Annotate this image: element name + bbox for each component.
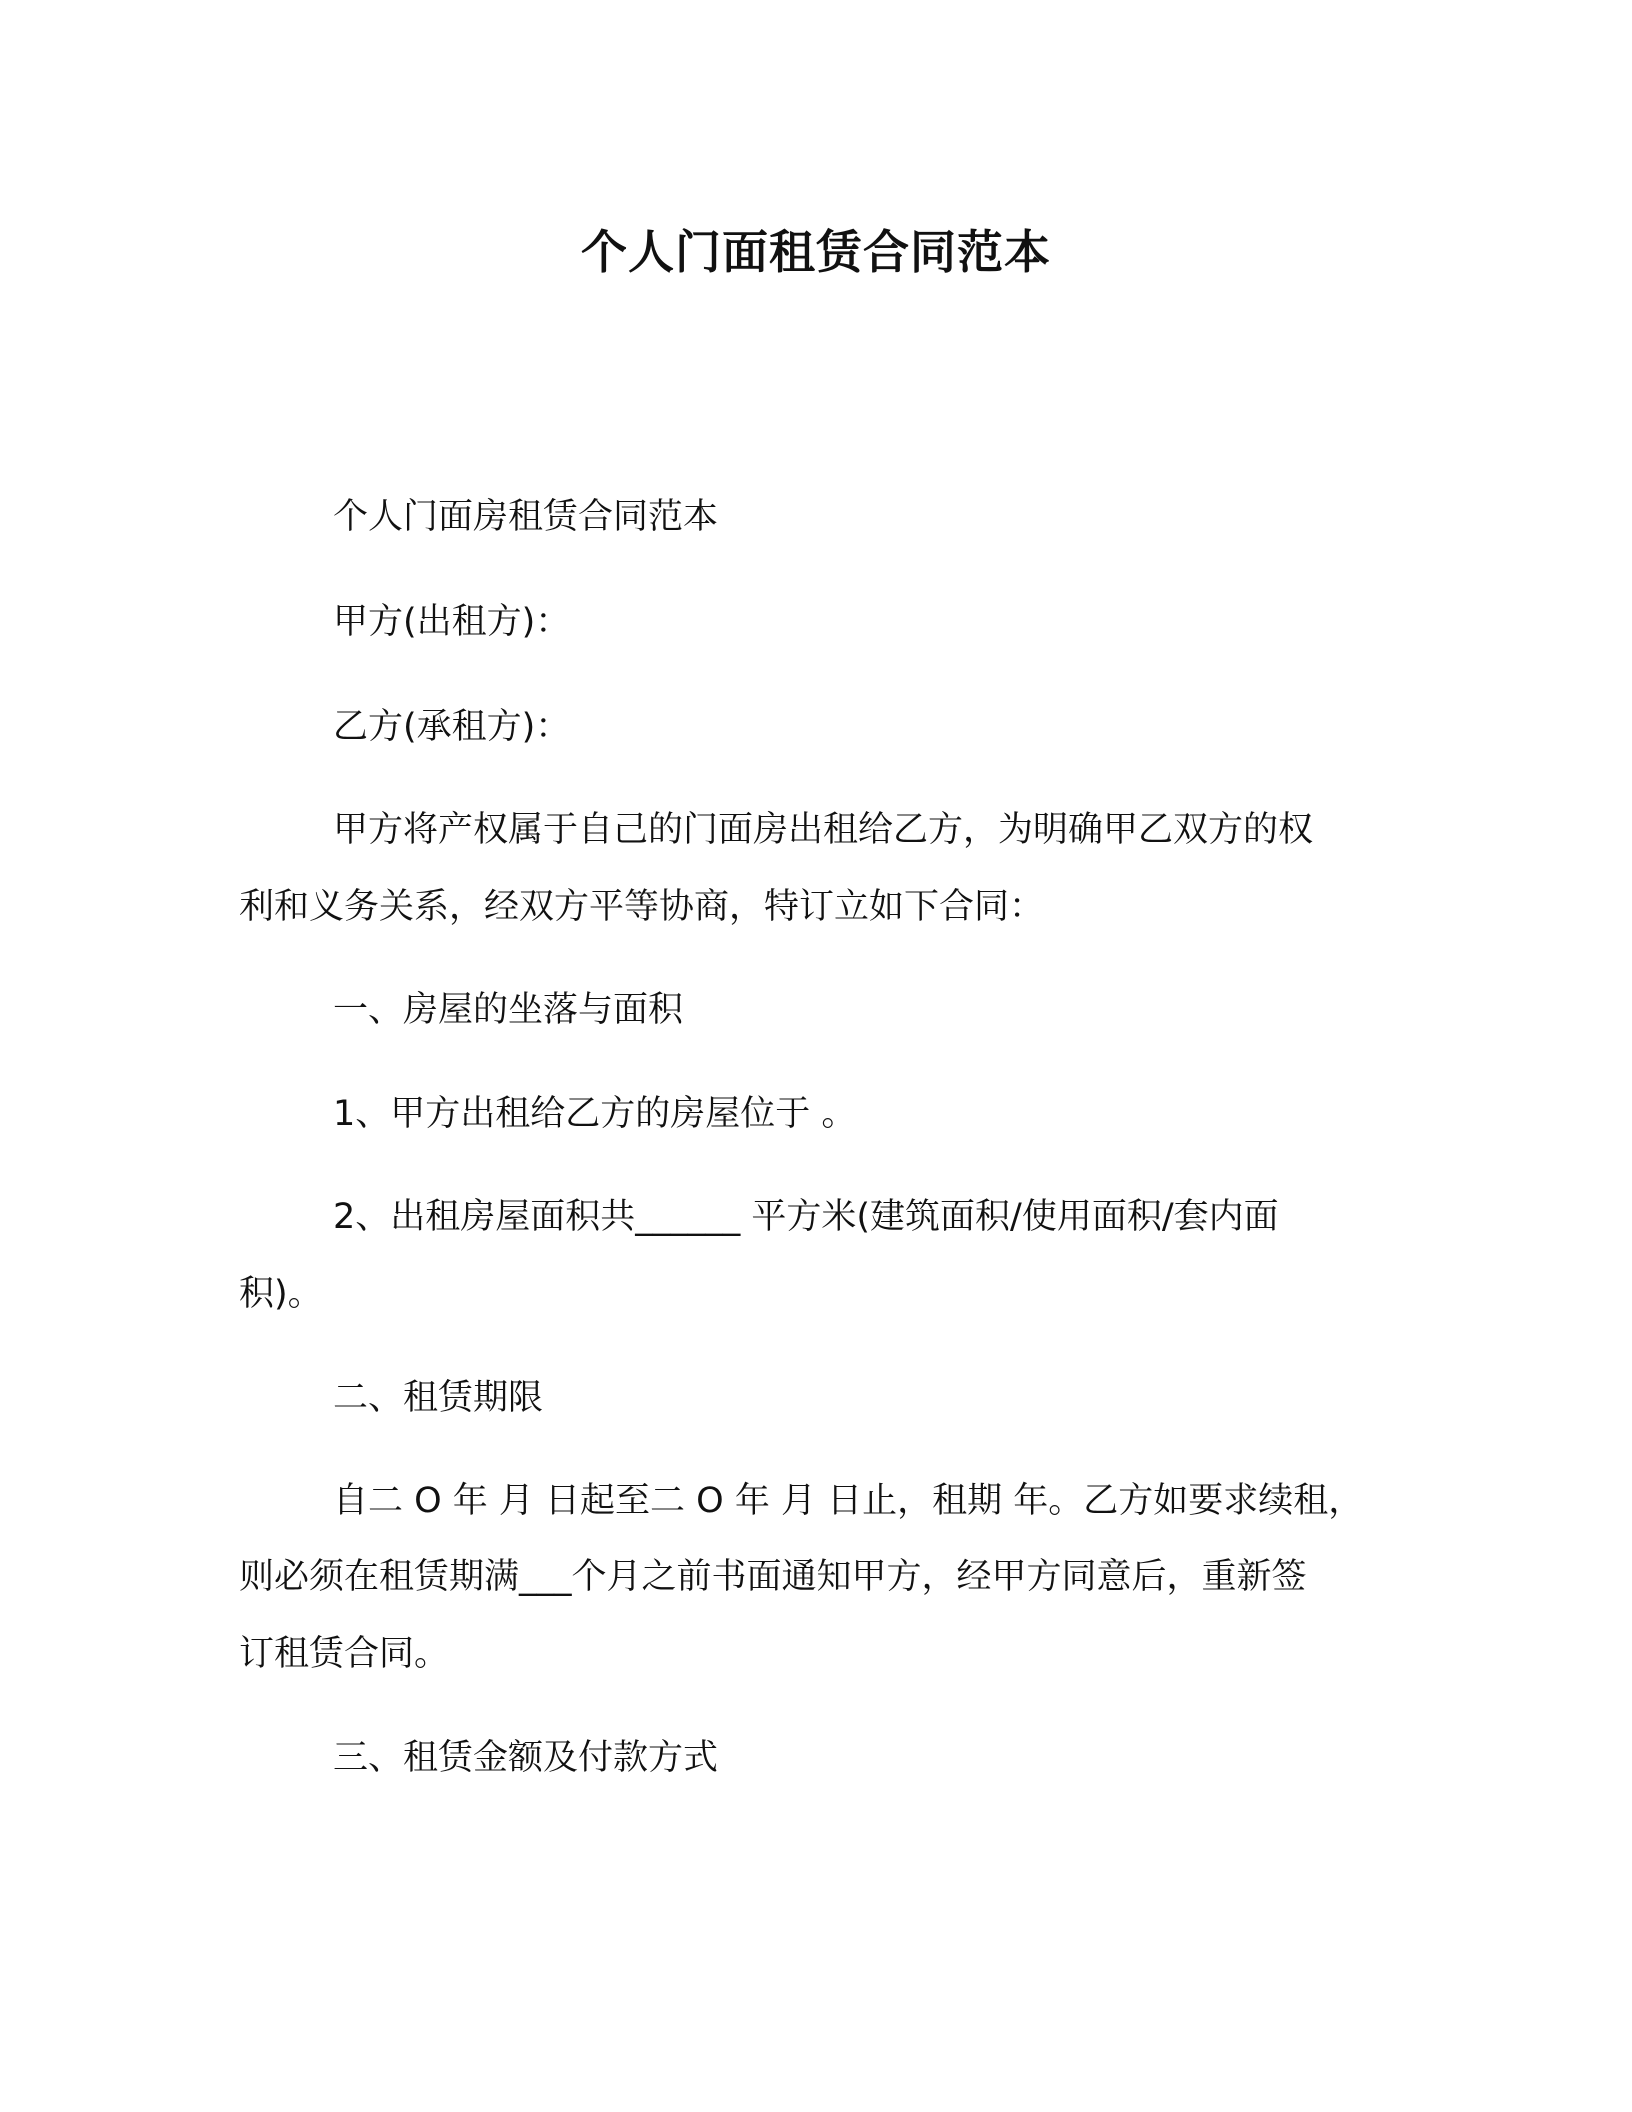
term-line-2: 则必须在租赁期满___个月之前书面通知甲方，经甲方同意后，重新签 [239,1557,1307,1597]
preamble-line-2: 利和义务关系，经双方平等协商，特订立如下合同： [239,887,1045,927]
clause-1-2-line-1: 2、出租房屋面积共______ 平方米(建筑面积/使用面积/套内面 [333,1197,1279,1237]
term-line-1: 自二 O 年 月 日起至二 O 年 月 日止，租期 年。乙方如要求续租， [333,1481,1364,1521]
term-line-3: 订租赁合同。 [239,1634,450,1674]
preamble-line-1: 甲方将产权属于自己的门面房出租给乙方，为明确甲乙双方的权 [333,810,1314,850]
section-2-heading: 二、租赁期限 [333,1378,544,1418]
party-b-line: 乙方(承租方)： [333,707,571,747]
document-title: 个人门面租赁合同范本 [581,225,1051,279]
clause-1-1: 1、甲方出租给乙方的房屋位于 。 [333,1094,857,1134]
subtitle-line: 个人门面房租赁合同范本 [333,497,719,537]
clause-1-2-line-2: 积)。 [239,1274,323,1314]
party-a-line: 甲方(出租方)： [333,602,571,642]
section-1-heading: 一、房屋的坐落与面积 [333,990,684,1030]
section-3-heading: 三、租赁金额及付款方式 [333,1738,719,1778]
